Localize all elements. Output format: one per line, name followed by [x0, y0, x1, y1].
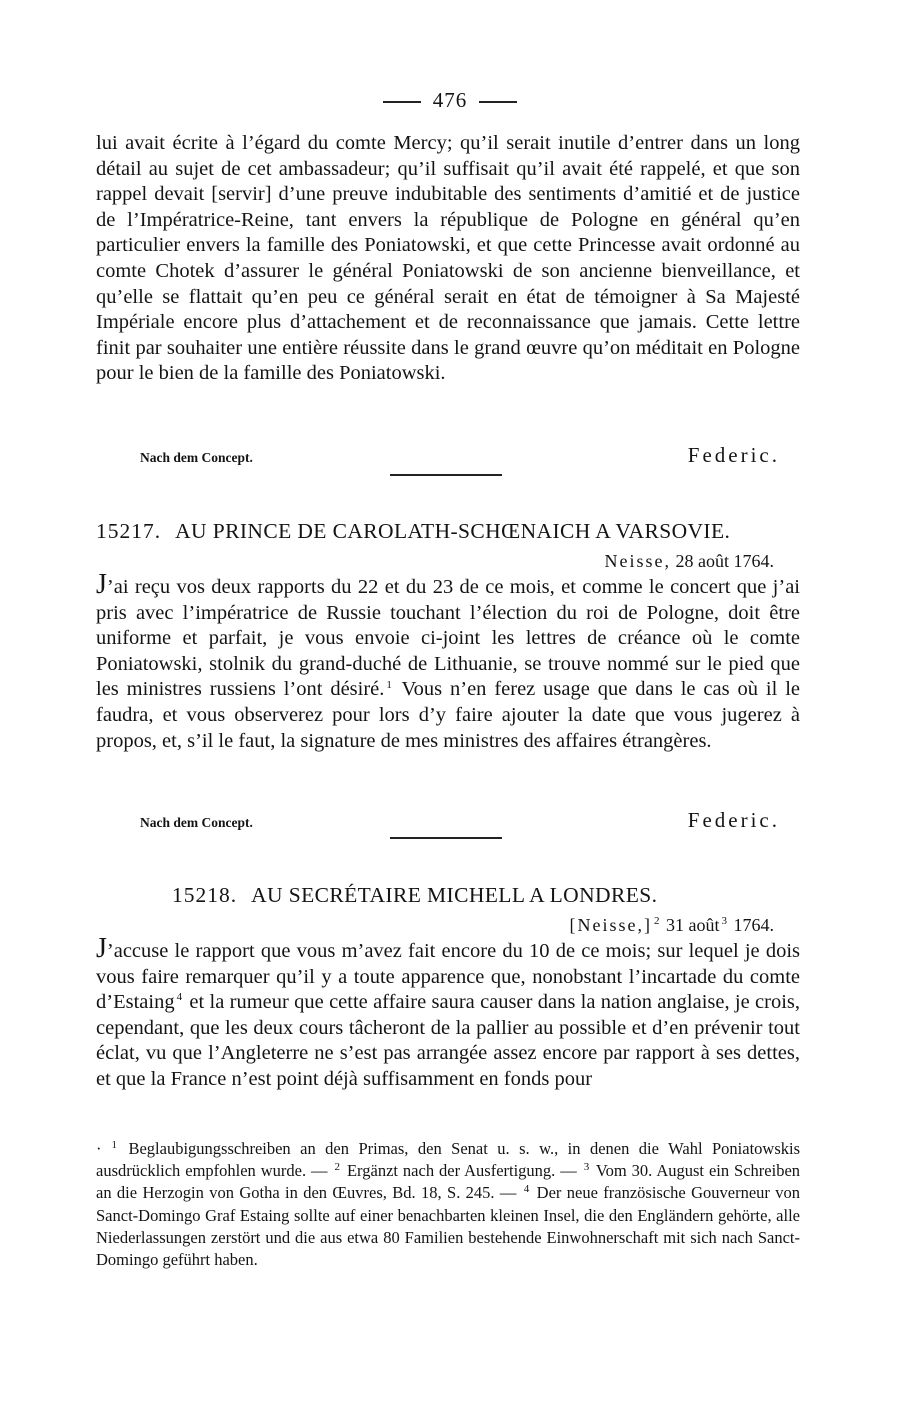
footnote-ref: 3	[721, 915, 727, 927]
footnote-mark: 3	[583, 1160, 590, 1173]
footnote-bullet: ·	[96, 1139, 102, 1158]
letter-number: 15217.	[96, 519, 162, 543]
page-number: 476	[432, 88, 468, 112]
previous-letter-text: lui avait écrite à l’égard du comte Mercy; qu’il serait inutile d’entrer dans un long détail au sujet de cet ambassadeur; qu’il suffisait qu’il avait été rappelé, et que son rappel devait [servir] d’une preuve indubitable des sentiments d’amitié et de justice de l’Impératrice-Reine, tant envers la république de Pologne en général qu’en particulier envers la famille des Poniatowski, et que cette Princesse avait ordonné au comte Chotek d’assurer le général Poniatowski de son ancienne bienveillance, et qu’elle se flattait qu’en peu ce général serait en état de témoigner à Sa Majesté Impériale encore plus d’attachement et de reconnaissance que jamais. Cette lettre finit par souhaiter une entière réussite dans le grand œuvre qu’on méditait en Pologne pour le bien de la famille des Poniatowski.	[96, 132, 800, 385]
footnote-text: Ergänzt nach der Ausfertigung. —	[346, 1161, 577, 1181]
letter-title: AU PRINCE DE CAROLATH-SCHŒNAICH A VARSOVIE.	[175, 519, 731, 543]
letter-text-part: Vous n’en ferez usage que dans le cas où il le faudra, et vous observerez pour lors d’y faire ajouter la date que vous jugerez à propos, et, s’il le faut, la signature de mes ministres des affaires étrangères.	[96, 678, 801, 752]
page-number-dash-left	[383, 101, 421, 103]
dateline-date: 28 août 1764.	[675, 551, 774, 571]
initial-letter: J	[96, 569, 107, 600]
footnotes	[96, 1138, 800, 1271]
dateline-year: 1764.	[733, 915, 774, 935]
separator-rule	[390, 474, 502, 476]
source-note: Nach dem Concept.	[140, 815, 253, 830]
previous-letter-body	[96, 131, 800, 387]
letter-dateline-15218	[570, 913, 774, 937]
footnote-ref: 1	[386, 678, 392, 691]
initial-letter: J	[96, 933, 107, 964]
page-number-row	[0, 86, 900, 114]
letter-text-part: et la rumeur que cette affaire saura causer dans la nation anglaise, je crois, cependant, que les deux cours tâcheront de la pallier au possible et d’en prévenir tout éclat, vu que l’Angleterre ne s’est pas arrangée assez encore par rapport à ses dettes, et que la France n’est point déjà suffisamment en fonds pour	[96, 991, 801, 1090]
footnote-mark: 4	[523, 1182, 530, 1195]
separator-rule	[390, 837, 502, 839]
footnote-ref: 2	[654, 915, 660, 927]
dateline-date: 31 août	[666, 915, 720, 935]
letter-text-part: ’ai reçu vos deux rapports du 22 et du 23 de ce mois, et comme le concert que j’ai pris avec l’impératrice de Russie touchant l’élection du roi de Pologne, doit être uniforme et parfait, je vous envoie ci-joint les lettres de créance où le comte Poniatowski, stolnik du grand-duché de Lithuanie, se trouve nommé sur le pied que les ministres russiens l’ont désiré.	[96, 576, 800, 701]
letter-title: AU SECRÉTAIRE MICHELL A LONDRES.	[251, 883, 658, 907]
footnote-ref: 4	[176, 991, 183, 1004]
signature: Federic.	[687, 808, 780, 832]
letter-heading-15217	[96, 517, 800, 545]
letter-text-15217	[96, 569, 801, 754]
dateline-place: Neisse,	[604, 551, 671, 571]
letter-number: 15218.	[172, 883, 238, 907]
letter-dateline-15217	[605, 549, 775, 573]
previous-letter-closing	[140, 441, 780, 467]
footnote-mark: 2	[334, 1160, 341, 1173]
letter-text-15218	[96, 933, 801, 1093]
footnote-text: Vom 30. August ein Schreiben an die Herzogin von Gotha in den Œuvres, Bd. 18, S. 245. —	[96, 1161, 801, 1203]
letter-closing-15217	[140, 806, 780, 832]
letter-text-part: ’accuse le rapport que vous m’avez fait encore du 10 de ce mois; sur lequel je dois vous faire remarquer qu’il y a toute apparence que, nonobstant l’incartade du comte d’Estaing	[96, 940, 800, 1014]
footnote-text: Beglaubigungsschreiben an den Primas, den Senat u. s. w., in denen die Wahl Poniatowskis ausdrücklich empfohlen wurde. —	[96, 1139, 801, 1181]
footnote-text: Der neue französische Gouverneur von Sanct-Domingo Graf Estaing sollte auf einer benachbarten kleinen Insel, die den Engländern gehörte, alle Niederlassungen zerstört und die aus etwa 80 Familien bestehende Einwohnerschaft mit sich nach Sanct-Domingo geführt haben.	[96, 1183, 801, 1270]
letter-body-15217	[96, 569, 801, 754]
dateline-place: [Neisse,]	[569, 915, 652, 935]
letter-heading-15218	[172, 881, 876, 909]
source-note: Nach dem Concept.	[140, 450, 253, 465]
letter-body-15218	[96, 933, 801, 1093]
signature: Federic.	[687, 443, 780, 467]
footnote-mark: 1	[111, 1138, 117, 1151]
page-number-dash-right	[479, 101, 517, 103]
